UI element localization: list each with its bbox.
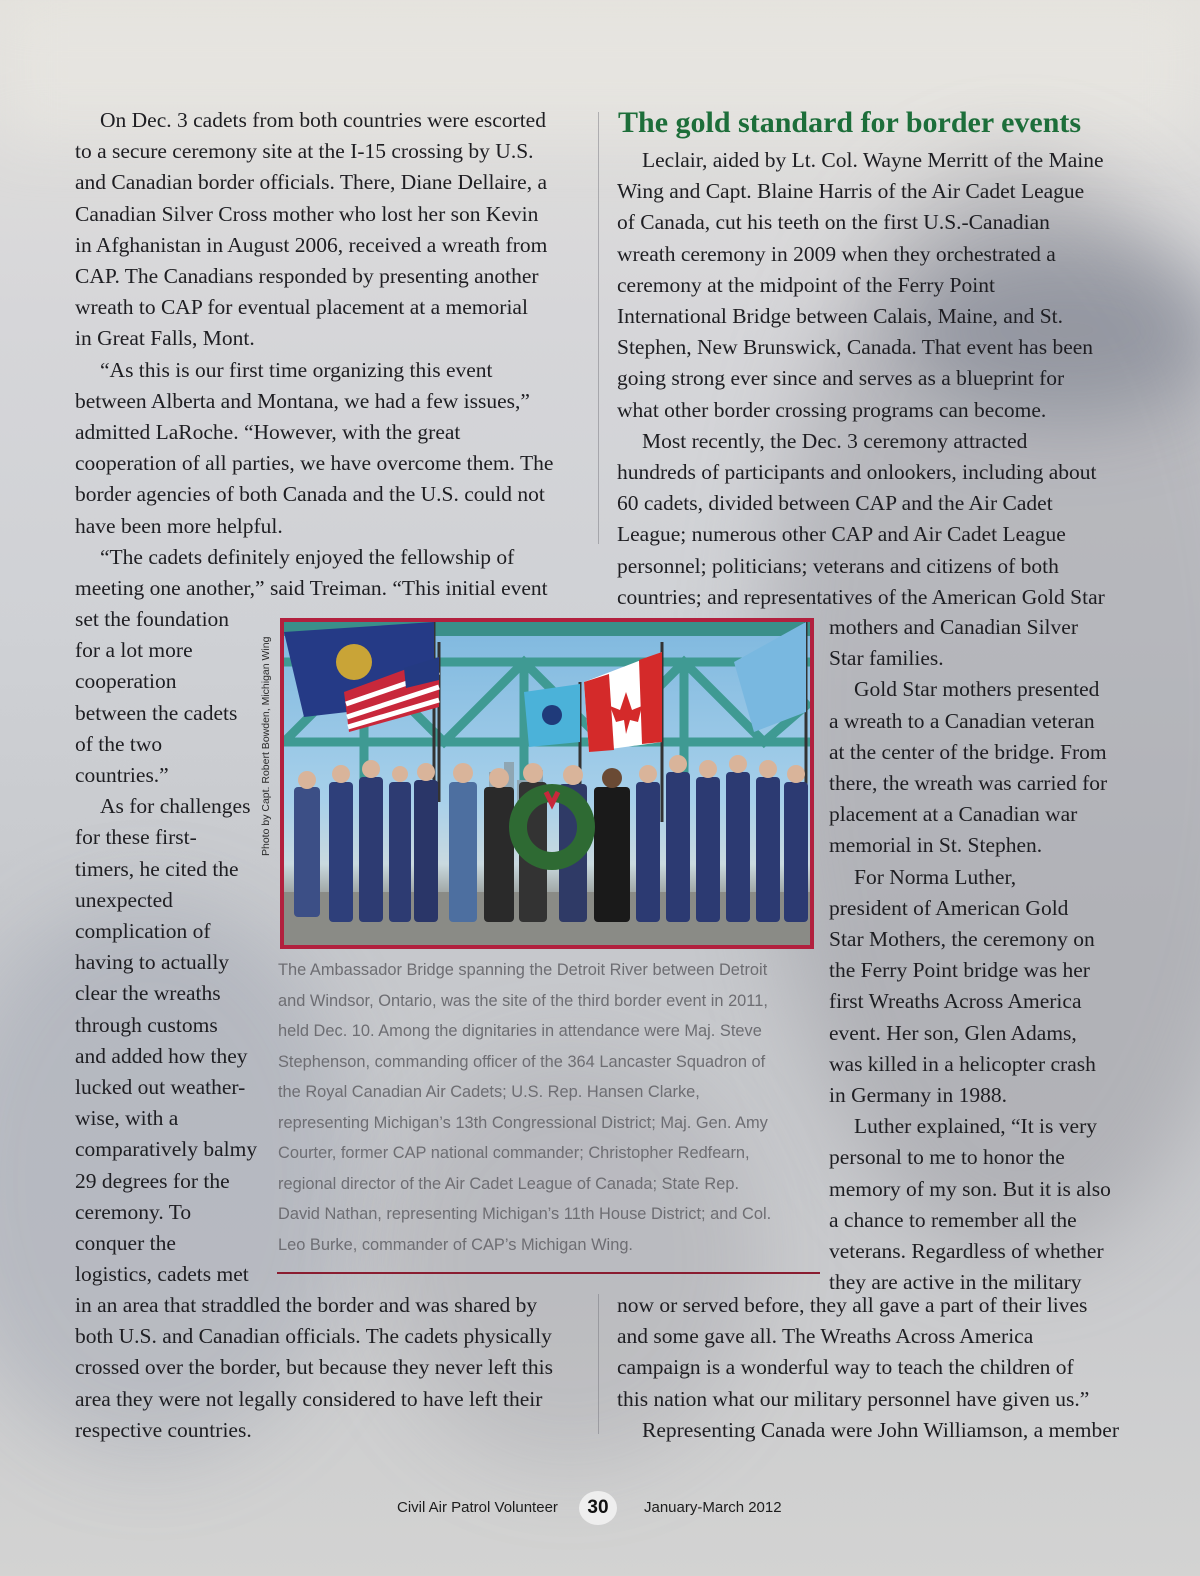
text-line: placement at a Canadian war <box>829 802 1078 827</box>
text-line: border agencies of both Canada and the U.S. could not <box>75 482 545 507</box>
text-line: cooperation of all parties, we have overcome them. The <box>75 451 554 476</box>
text-line: wreath to CAP for eventual placement at a memorial <box>75 295 528 320</box>
text-line: comparatively balmy <box>75 1137 258 1162</box>
text-line: memory of my son. But it is also <box>829 1176 1111 1201</box>
text-line: ceremony at the midpoint of the Ferry Point <box>617 272 995 297</box>
text-line: what other border crossing programs can become. <box>617 397 1047 422</box>
text-line: a chance to remember all the <box>829 1207 1077 1232</box>
text-line: between the cadets <box>75 700 238 725</box>
text-line: personal to me to honor the <box>829 1145 1065 1170</box>
text-line: admitted LaRoche. “However, with the great <box>75 420 461 445</box>
text-line: a wreath to a Canadian veteran <box>829 708 1095 733</box>
text-line: having to actually <box>75 950 230 975</box>
caption-line: regional director of the Air Cadet League of Canada; State Rep. <box>278 1174 740 1193</box>
text-line: Wing and Capt. Blaine Harris of the Air Cadet League <box>617 179 1085 204</box>
text-line: in Afghanistan in August 2006, received a wreath from <box>75 232 548 257</box>
text-line: lucked out weather- <box>75 1075 246 1100</box>
text-line: in Great Falls, Mont. <box>75 326 255 351</box>
text-line: in an area that straddled the border and was shared by <box>75 1293 538 1317</box>
text-line: cooperation <box>75 669 177 694</box>
text-line: logistics, cadets met <box>75 1262 249 1287</box>
text-line: area they were not legally considered to have left their <box>75 1386 543 1411</box>
text-line: wise, with a <box>75 1106 179 1131</box>
text-line: unexpected <box>75 887 173 912</box>
footer-issue-date: January-March 2012 <box>644 1499 782 1516</box>
caption-line: Leo Burke, commander of CAP’s Michigan Wing. <box>278 1235 633 1254</box>
text-line: For Norma Luther, <box>854 864 1017 889</box>
text-line: Canadian Silver Cross mother who lost her son Kevin <box>75 201 539 226</box>
text-line: respective countries. <box>75 1417 252 1442</box>
column-divider-bottom <box>598 1294 599 1434</box>
text-line: conquer the <box>75 1231 176 1256</box>
text-line: this nation what our military personnel have given us.” <box>617 1386 1090 1411</box>
section-heading: The gold standard for border events <box>618 106 1082 139</box>
text-line: Luther explained, “It is very <box>854 1114 1097 1139</box>
caption-line: and Windsor, Ontario, was the site of the third border event in 2011, <box>278 991 768 1010</box>
text-line: to a secure ceremony site at the I-15 crossing by U.S. <box>75 139 534 164</box>
text-line: event. Her son, Glen Adams, <box>829 1020 1077 1045</box>
caption-line: Stephenson, commanding officer of the 364 Lancaster Squadron of <box>278 1052 766 1071</box>
text-line: for a lot more <box>75 638 193 663</box>
text-line: complication of <box>75 919 211 944</box>
text-line: countries.” <box>75 763 169 788</box>
text-line: “The cadets definitely enjoyed the fellowship of <box>100 544 515 569</box>
text-line: CAP. The Canadians responded by presenting another <box>75 264 539 289</box>
ceremony-photo <box>280 618 814 949</box>
left-column-top <box>75 105 553 604</box>
text-line: Most recently, the Dec. 3 ceremony attracted <box>642 428 1028 453</box>
ceremony-photo-illustration <box>284 622 810 945</box>
text-line: On Dec. 3 cadets from both countries were escorted <box>100 108 546 132</box>
text-line: League; numerous other CAP and Air Cadet League <box>617 522 1066 547</box>
text-line: and some gave all. The Wreaths Across America <box>617 1324 1034 1349</box>
text-line: Leclair, aided by Lt. Col. Wayne Merritt of the Maine <box>642 148 1104 172</box>
page-number: 30 <box>579 1491 617 1525</box>
text-line: Representing Canada were John Williamson, a member <box>642 1417 1119 1442</box>
text-line: Star families. <box>829 646 944 671</box>
text-line: mothers and Canadian Silver <box>829 615 1078 639</box>
text-line: timers, he cited the <box>75 856 239 881</box>
text-line: there, the wreath was carried for <box>829 771 1108 796</box>
right-column-bottom <box>617 1290 1119 1446</box>
caption-line: The Ambassador Bridge spanning the Detroit River between Detroit <box>278 961 768 979</box>
text-line: in Germany in 1988. <box>829 1083 1007 1108</box>
text-line: campaign is a wonderful way to teach the children of <box>617 1355 1074 1380</box>
text-line: As for challenges <box>100 794 251 819</box>
text-line: meeting one another,” said Treiman. “This initial event <box>75 576 548 601</box>
caption-divider <box>277 1272 820 1274</box>
caption-line: representing Michigan’s 13th Congressional District; Maj. Gen. Amy <box>278 1113 768 1132</box>
text-line: of Canada, cut his teeth on the first U.S.-Canadian <box>617 210 1050 235</box>
text-line: have been more helpful. <box>75 513 283 538</box>
photo-credit-text: Photo by Capt. Robert Bowden, Michigan Wing <box>260 636 272 856</box>
text-line: going strong ever since and serves as a blueprint for <box>617 366 1065 391</box>
photo-caption <box>278 955 818 1260</box>
text-line: personnel; politicians; veterans and citizens of both <box>617 553 1059 578</box>
text-line: Stephen, New Brunswick, Canada. That event has been <box>617 335 1094 360</box>
text-line: president of American Gold <box>829 895 1069 920</box>
right-column-narrow <box>829 612 1111 1298</box>
text-line: countries; and representatives of the American Gold Star <box>617 584 1105 609</box>
caption-line: the Royal Canadian Air Cadets; U.S. Rep. Hansen Clarke, <box>278 1083 700 1101</box>
text-line: ceremony. To <box>75 1199 192 1224</box>
text-line: Gold Star mothers presented <box>854 677 1100 702</box>
text-line: 29 degrees for the <box>75 1168 230 1193</box>
text-line: memorial in St. Stephen. <box>829 833 1043 858</box>
caption-line: Courter, former CAP national commander; Christopher Redfearn, <box>278 1144 750 1162</box>
text-line: hundreds of participants and onlookers, including about <box>617 460 1097 485</box>
text-line: the Ferry Point bridge was her <box>829 958 1090 983</box>
text-line: and added how they <box>75 1043 248 1068</box>
text-line: for these first- <box>75 825 197 850</box>
text-line: both U.S. and Canadian officials. The cadets physically <box>75 1324 552 1349</box>
text-line: wreath ceremony in 2009 when they orchestrated a <box>617 241 1056 266</box>
text-line: now or served before, they all gave a part of their lives <box>617 1293 1088 1317</box>
text-line: through customs <box>75 1012 218 1037</box>
photo-credit <box>258 618 276 856</box>
text-line: clear the wreaths <box>75 981 221 1006</box>
text-line: between Alberta and Montana, we had a few issues,” <box>75 388 530 413</box>
text-line: they are active in the military <box>829 1270 1082 1295</box>
text-line: of the two <box>75 731 163 756</box>
text-line: at the center of the bridge. From <box>829 739 1107 764</box>
text-line: veterans. Regardless of whether <box>829 1239 1104 1264</box>
caption-line: held Dec. 10. Among the dignitaries in attendance were Maj. Steve <box>278 1022 762 1040</box>
right-column-top <box>617 145 1105 613</box>
text-line: International Bridge between Calais, Maine, and St. <box>617 304 1063 329</box>
left-column-bottom <box>75 1290 553 1446</box>
text-line: first Wreaths Across America <box>829 989 1082 1014</box>
text-line: was killed in a helicopter crash <box>829 1051 1096 1076</box>
text-line: crossed over the border, but because they never left this <box>75 1355 553 1380</box>
text-line: 60 cadets, divided between CAP and the Air Cadet <box>617 491 1053 516</box>
text-line: Star Mothers, the ceremony on <box>829 927 1095 952</box>
left-column-narrow <box>75 604 257 1290</box>
caption-line: David Nathan, representing Michigan’s 11th House District; and Col. <box>278 1205 772 1223</box>
column-divider-top <box>598 112 599 544</box>
footer-publication: Civil Air Patrol Volunteer <box>397 1499 558 1516</box>
text-line: and Canadian border officials. There, Diane Dellaire, a <box>75 170 548 195</box>
text-line: “As this is our first time organizing this event <box>100 357 493 382</box>
text-line: set the foundation <box>75 607 230 631</box>
